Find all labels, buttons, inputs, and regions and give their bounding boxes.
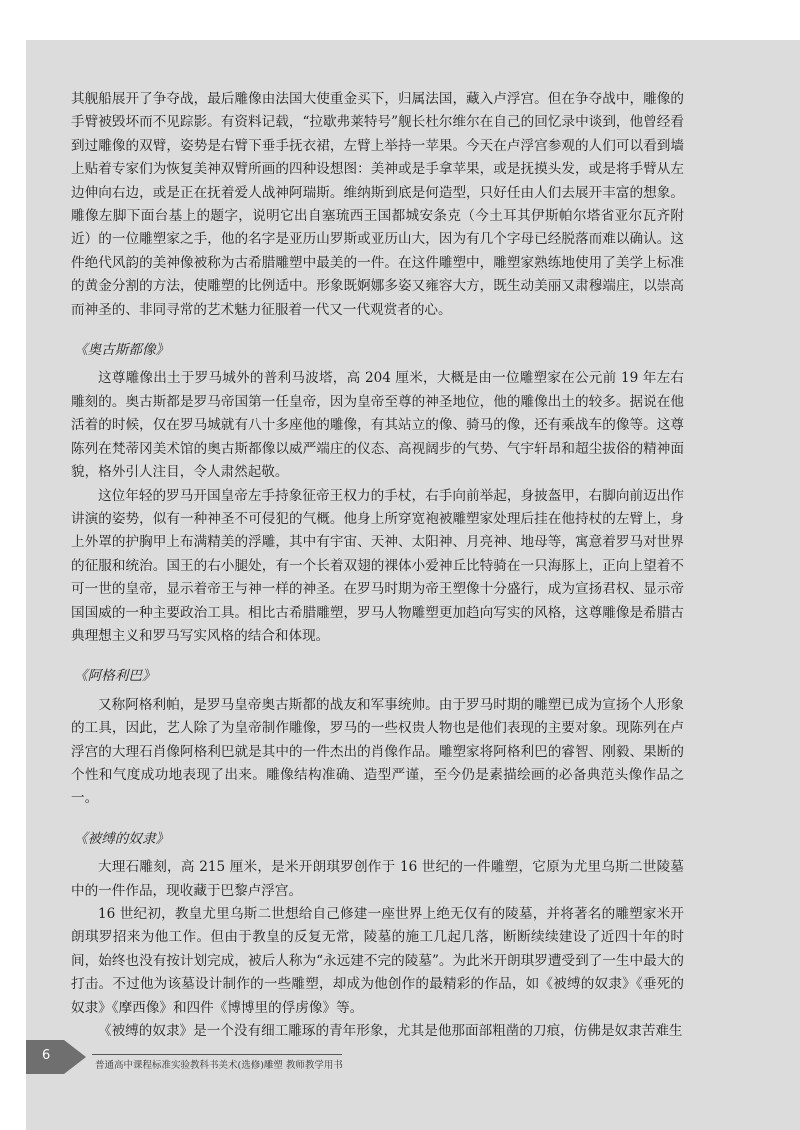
section-agrippa: [71, 665, 684, 810]
section-bound-slave: [71, 828, 684, 1044]
page-number-tab: [26, 1040, 86, 1074]
section-augustus: [71, 339, 684, 648]
section-paragraph: 16 世纪初，教皇尤里乌斯二世想给自己修建一座世界上绝无仅有的陵墓，并将著名的雕塑家米开朗琪罗招来为他工作。但由于教皇的反复无常，陵墓的施工几起几落，断断续续建设了近四十年的时间，始终也没有按计划完成，被后人称为“永远建不完的陵墓”。为此米开朗琪罗遭受到了一生中最大的打击。不过他为该墓设计制作的一些雕塑，却成为他创作的最精彩的作品，如《被缚的奴隶》《垂死的奴隶》《摩西像》和四件《博博里的俘虏像》等。: [71, 906, 684, 1016]
document-body: [71, 88, 684, 1043]
section-title: 《奥古斯都像》: [74, 342, 170, 359]
section-paragraph: 《被缚的奴隶》是一个没有细工雕琢的青年形象，尤其是他那面部粗凿的刀痕，仿佛是奴隶苦难生: [98, 1023, 683, 1040]
section-title: 《被缚的奴隶》: [74, 830, 170, 847]
section-title: 《阿格利巴》: [74, 668, 156, 685]
page-tab-shape: [26, 1040, 86, 1074]
section-paragraph: 又称阿格利帕，是罗马皇帝奥古斯都的战友和军事统帅。由于罗马时期的雕塑已成为宣扬个人形象的工具，因此，艺人除了为皇帝制作雕像，罗马的一些权贵人物也是他们表现的主要对象。现陈列在卢浮宫的大理石肖像阿格利巴就是其中的一件杰出的肖像作品。雕塑家将阿格利巴的睿智、刚毅、果断的个性和气度成功地表现了出来。雕像结构准确、造型严谨，至今仍是素描绘画的必备典范头像作品之一。: [71, 696, 684, 807]
page-number: 6: [42, 1048, 51, 1063]
intro-paragraph: 其舰船展开了争夺战，最后雕像由法国大使重金买下，归属法国，藏入卢浮宫。但在争夺战中，雕像的手臂被毁坏而不见踪影。有资料记载，“拉歇弗莱特号”舰长杜尔维尔在自己的回忆录中谈到，他曾经看到过雕像的双臂，姿势是右臂下垂手抚衣裙，左臂上举持一苹果。今天在卢浮宫参观的人们可以看到墙上贴着专家们为恢复美神双臂所画的四种设想图：美神或是手拿苹果，或是抚摸头发，或是将手臂从左边伸向右边，或是正在抚着爱人战神阿瑞斯。维纳斯到底是何造型，只好任由人们去展开丰富的想象。雕像左脚下面台基上的题字，说明它出自塞琉西王国都城安条克（今土耳其伊斯帕尔塔省亚尔瓦齐附近）的一位雕塑家之手，他的名字是亚历山罗斯或亚历山大，因为有几个字母已经脱落而难以确认。这件绝代风韵的美神像被称为古希腊雕塑中最美的一件。在这件雕塑中，雕塑家熟练地使用了美学上标准的黄金分割的方法，使雕塑的比例适中。形象既婀娜多姿又雍容大方，既生动美丽又肃穆端庄，以崇高而神圣的、非同寻常的艺术魅力征服着一代又一代观赏者的心。: [71, 91, 684, 318]
footer-rule: [92, 1054, 342, 1055]
footer-book-title: 普通高中课程标准实验教科书美术(选修)雕塑 教师教学用书: [95, 1060, 343, 1071]
section-paragraph: 这尊雕像出土于罗马城外的普利马波塔，高 204 厘米，大概是由一位雕塑家在公元前 19 年左右雕刻的。奥古斯都是罗马帝国第一任皇帝，因为皇帝至尊的神圣地位，他的雕像出土的较多。据说在他活着的时候，仅在罗马城就有八十多座他的雕像，有其站立的像、骑马的像，还有乘战车的像等。这尊陈列在梵蒂冈美术馆的奥古斯都像以威严端庄的仪态、高视阔步的气势、气宇轩昂和超尘拔俗的精神面貌，格外引人注目，令人肃然起敬。: [71, 370, 684, 481]
section-paragraph: 大理石雕刻，高 215 厘米，是米开朗琪罗创作于 16 世纪的一件雕塑，它原为尤里乌斯二世陵墓中的一件作品，现收藏于巴黎卢浮宫。: [71, 859, 684, 899]
section-paragraph: 这位年轻的罗马开国皇帝左手持象征帝王权力的手杖，右手向前举起，身披盔甲，右脚向前迈出作讲演的姿势，似有一种神圣不可侵犯的气概。他身上所穿宽袍被雕塑家处理后挂在他持杖的左臂上，身上外罩的护胸甲上布满精美的浮雕，其中有宇宙、天神、太阳神、月亮神、地母等，寓意着罗马对世界的征服和统治。国王的右小腿处，有一个长着双翅的裸体小爱神丘比特骑在一只海豚上，正向上望着不可一世的皇帝，显示着帝王与神一样的神圣。在罗马时期为帝王塑像十分盛行，成为宣扬君权、显示帝国国威的一种主要政治工具。相比古希腊雕塑，罗马人物雕塑更加趋向写实的风格，这尊雕像是希腊古典理想主义和罗马写实风格的结合和体现。: [71, 487, 684, 644]
